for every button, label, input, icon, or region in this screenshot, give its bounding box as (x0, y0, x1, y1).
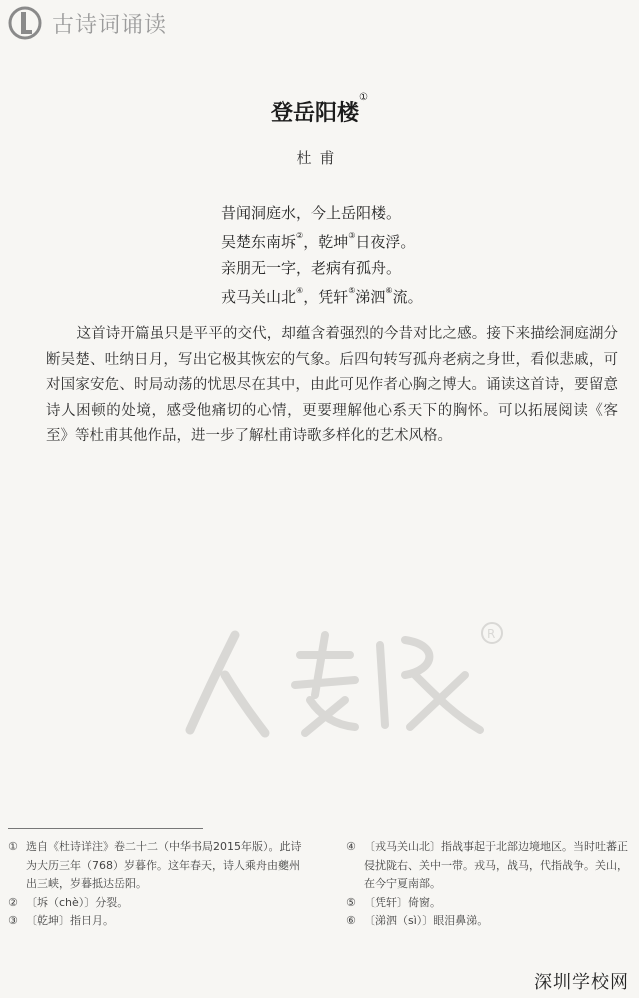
poem-title (0, 92, 639, 127)
footnote-marker: ⑥ (385, 286, 393, 295)
section-header (8, 6, 167, 40)
book-spine-icon (8, 6, 42, 40)
poem-line-3: 亲朋无一字，老病有孤舟。 (221, 259, 402, 277)
footnote-marker: ④ (296, 286, 304, 295)
footnote-item: ⑤ 〔凭轩〕倚窗。 (346, 895, 441, 909)
section-title: 古诗词诵读 (52, 12, 168, 38)
footnote-marker: ③ (348, 231, 356, 240)
commentary-paragraph: 这首诗开篇虽只是平平的交代，却蕴含着强烈的今昔对比之感。接下来描绘洞庭湖分断吴楚、吐纳日月，写出它极其恢宏的气象。后四句转写孤舟老病之身世，看似悲戚，可对国家安危、时局动荡的忧思尽在其中，由此可见作者心胸之博大。诵读这首诗，要留意诗人困顿的处境，感受他痛切的心情，更要理解他心系天下的胸怀。可以拓展阅读《客至》等杜甫其他作品，进一步了解杜甫诗歌多样化的艺术风格。 (46, 326, 618, 444)
footnote-marker: ⑤ (348, 286, 356, 295)
footnote-marker: ② (296, 231, 304, 240)
poem-line-1: 昔闻洞庭水，今上岳阳楼。 (221, 204, 402, 222)
footnote-divider (8, 828, 203, 829)
poem-author: 杜甫 (296, 149, 343, 167)
footnote-item: ④ 〔戎马关山北〕指战事起于北部边境地区。当时吐蕃正侵扰陇右、关中一带。戎马，战马，代指战争。关山，在今宁夏南部。 (346, 840, 628, 890)
title-footnote-marker: ① (359, 92, 368, 103)
footnotes-right-column (346, 838, 631, 931)
footnote-item: ③ 〔乾坤〕指日月。 (8, 914, 114, 927)
publisher-watermark-logo (180, 615, 510, 745)
footnote-item: ② 〔坼（chè）〕分裂。 (8, 895, 129, 909)
poem-body (221, 200, 423, 310)
footnotes-left-column (8, 838, 308, 931)
site-watermark-label: 深圳学校网 (534, 972, 629, 993)
footnote-item: ⑥ 〔涕泗（sì）〕眼泪鼻涕。 (346, 914, 489, 927)
poem-line-2: 吴楚东南坼②，乾坤③日夜浮。 (221, 231, 416, 251)
footnote-item: ① 选自《杜诗详注》卷二十二（中华书局2015年版）。此诗为大历三年（768）岁暮作。这年春天，诗人乘舟由夔州出三峡，岁暮抵达岳阳。 (8, 840, 302, 890)
poem-line-4: 戎马关山北④，凭轩⑤涕泗⑥流。 (221, 286, 423, 306)
poem-title-text: 登岳阳楼 (271, 100, 360, 126)
svg-text:R: R (487, 627, 496, 641)
